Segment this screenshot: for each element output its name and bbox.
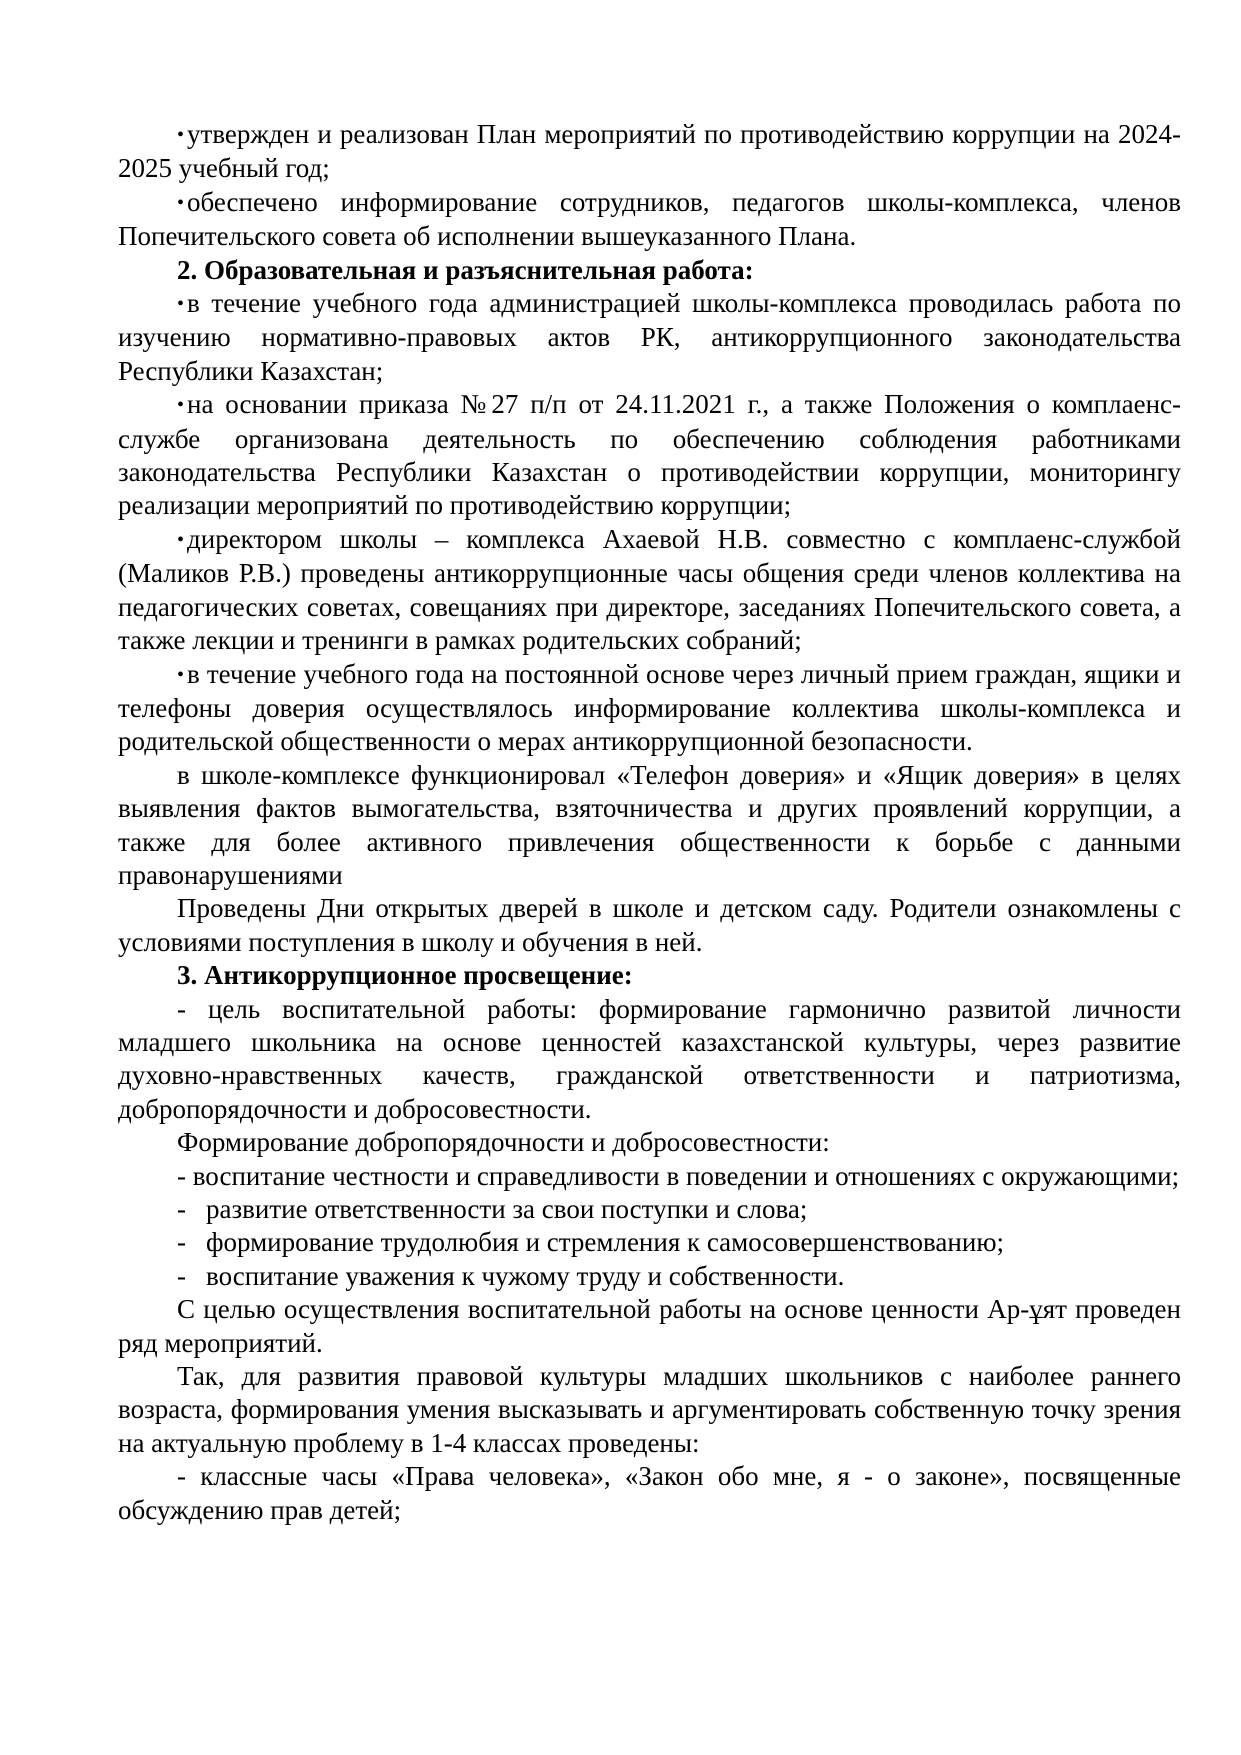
paragraph-honesty: - воспитание честности и справедливости в поведении и отношениях с окружающими; [177,1160,1180,1191]
bullet-icon: • [177,124,185,146]
dash-item-text: развитие ответственности за свои поступки и слова; [206,1194,808,1224]
dash-marker: - [177,1194,186,1224]
paragraph-integrity: Формирование добропорядочности и добросовестности: [177,1127,830,1158]
dash-marker: - [177,1227,186,1258]
bullet-paragraph-informing [118,186,1181,254]
paragraph-class-hours: - классные часы «Права человека», «Закон обо мне, я - о законе», посвященные обсуждению прав детей; [118,1461,1181,1525]
paragraph-text: на основании приказа №27 п/п от 24.11.2021 г., а также Положения о комплаенс-службе организована деятельность по обеспечению соблюдения работниками законодательства Республики Казахстан о противодействии коррупции, мониторингу реализации мероприятий по противодействию коррупции; [118,389,1181,521]
bullet-paragraph-plan [118,118,1181,186]
document-page [118,118,1181,1527]
paragraph-text: директором школы – комплекса Ахаевой Н.В. совместно с комплаенс-службой (Маликов Р.В.) проведены антикоррупционные часы общения среди членов коллектива на педагогических советах, совещаниях при директоре, заседаниях Попечительского совета, а также лекции и тренинги в рамках родительских собраний; [118,523,1181,656]
paragraph-text: обеспечено информирование сотрудников, педагогов школы-комплекса, членов Попечительского совета об исполнении вышеуказанного Плана. [118,186,1181,252]
dash-marker: - [177,1260,186,1291]
paragraph-text: утвержден и реализован План мероприятий по противодействию коррупции на 2024-2025 учебный год; [118,119,1181,184]
paragraph-legal-culture: Так, для развития правовой культуры младших школьников с наиболее раннего возраста, формирования умения высказывать и аргументировать собственную точку зрения на актуальную проблему в 1-4 классах проведены: [118,1361,1181,1458]
paragraph-ar-uyat: С целью осуществления воспитательной работы на основе ценности Ар-ұят проведен ряд мероприятий. [118,1294,1181,1358]
bullet-icon: • [177,191,185,214]
bullet-paragraph-director [118,523,1181,658]
paragraph-trust-phone: в школе-комплексе функционировал «Телефон доверия» и «Ящик доверия» в целях выявления фактов вымогательства, взяточничества и других проявлений коррупции, а также для более активного привлечения общественности к борьбе с данными правонарушениями [118,759,1181,890]
paragraph-open-doors: Проведены Дни открытых дверей в школе и детском саду. Родители ознакомлены с условиями поступления в школу и обучения в ней. [118,893,1181,957]
dash-list-item [118,1260,1181,1293]
paragraph-education-goal: - цель воспитательной работы: формирование гармонично развитой личности младшего школьника на основе ценностей казахстанской культуры, через развитие духовно-нравственных качеств, гражданской ответственности и патриотизма, добропорядочности и добросовестности. [118,993,1181,1124]
dash-list-item [118,1193,1181,1226]
paragraph-text: в течение учебного года на постоянной основе через личный прием граждан, ящики и телефоны доверия осуществлялось информирование коллектива школы-комплекса и родительской общественности о мерах антикоррупционной безопасности. [118,658,1181,757]
bullet-icon: • [177,528,185,551]
bullet-icon: • [177,663,185,686]
section-heading-3: 3. Антикоррупционное просвещение: [177,960,633,991]
bullet-paragraph-legal-acts [118,287,1181,388]
dash-item-text: воспитание уважения к чужому труду и собственности. [206,1260,845,1291]
bullet-paragraph-reception [118,658,1181,759]
bullet-paragraph-order [118,388,1181,523]
paragraph-text: в течение учебного года администрацией школы-комплекса проводилась работа по изучению нормативно-правовых актов РК, антикоррупционного законодательства Республики Казахстан; [118,288,1181,386]
dash-list-item [118,1226,1181,1259]
bullet-icon: • [177,293,185,316]
section-heading-2: 2. Образовательная и разъяснительная работа: [177,254,754,285]
bullet-icon: • [177,394,185,417]
dash-item-text: формирование трудолюбия и стремления к самосовершенствованию; [206,1227,1004,1258]
